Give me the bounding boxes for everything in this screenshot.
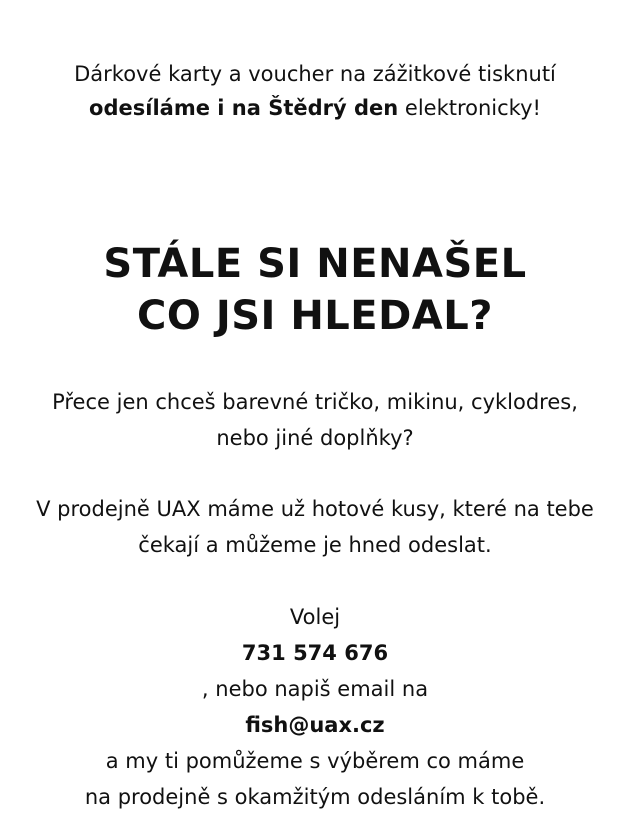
contact-prefix: Volej (289, 605, 341, 629)
christmas-eve-highlight: odesíláme i na Štědrý den (89, 96, 399, 120)
contact-line2: a my ti pomůžeme s výběrem co máme (105, 749, 525, 773)
phone-number[interactable]: 731 574 676 (241, 641, 389, 665)
stock-paragraph (0, 491, 630, 563)
headline (0, 238, 630, 342)
offer-line1: Přece jen chceš barevné tričko, mikinu, cyklodres, (52, 390, 578, 414)
offer-line2: nebo jiné doplňky? (216, 426, 414, 450)
offer-paragraph (0, 384, 630, 456)
contact-middle: , nebo napiš email na (201, 677, 429, 701)
stock-line2: čekají a můžeme je hned odeslat. (138, 533, 492, 557)
gift-card-notice-line1: Dárkové karty a voucher na zážitkové tisknutí (74, 62, 556, 86)
gift-card-notice-line2 (0, 91, 630, 125)
stock-line1: V prodejně UAX máme už hotové kusy, které na tebe (36, 497, 594, 521)
contact-line1 (0, 599, 630, 743)
gift-card-notice (0, 57, 630, 125)
gift-card-notice-rest: elektronicky! (398, 96, 541, 120)
contact-line3: na prodejně s okamžitým odesláním k tobě. (84, 785, 546, 809)
headline-line1: STÁLE SI NENAŠEL (103, 241, 527, 287)
contact-paragraph (0, 599, 630, 815)
headline-line2: CO JSI HLEDAL? (137, 293, 493, 339)
email-address[interactable]: fish@uax.cz (245, 713, 385, 737)
